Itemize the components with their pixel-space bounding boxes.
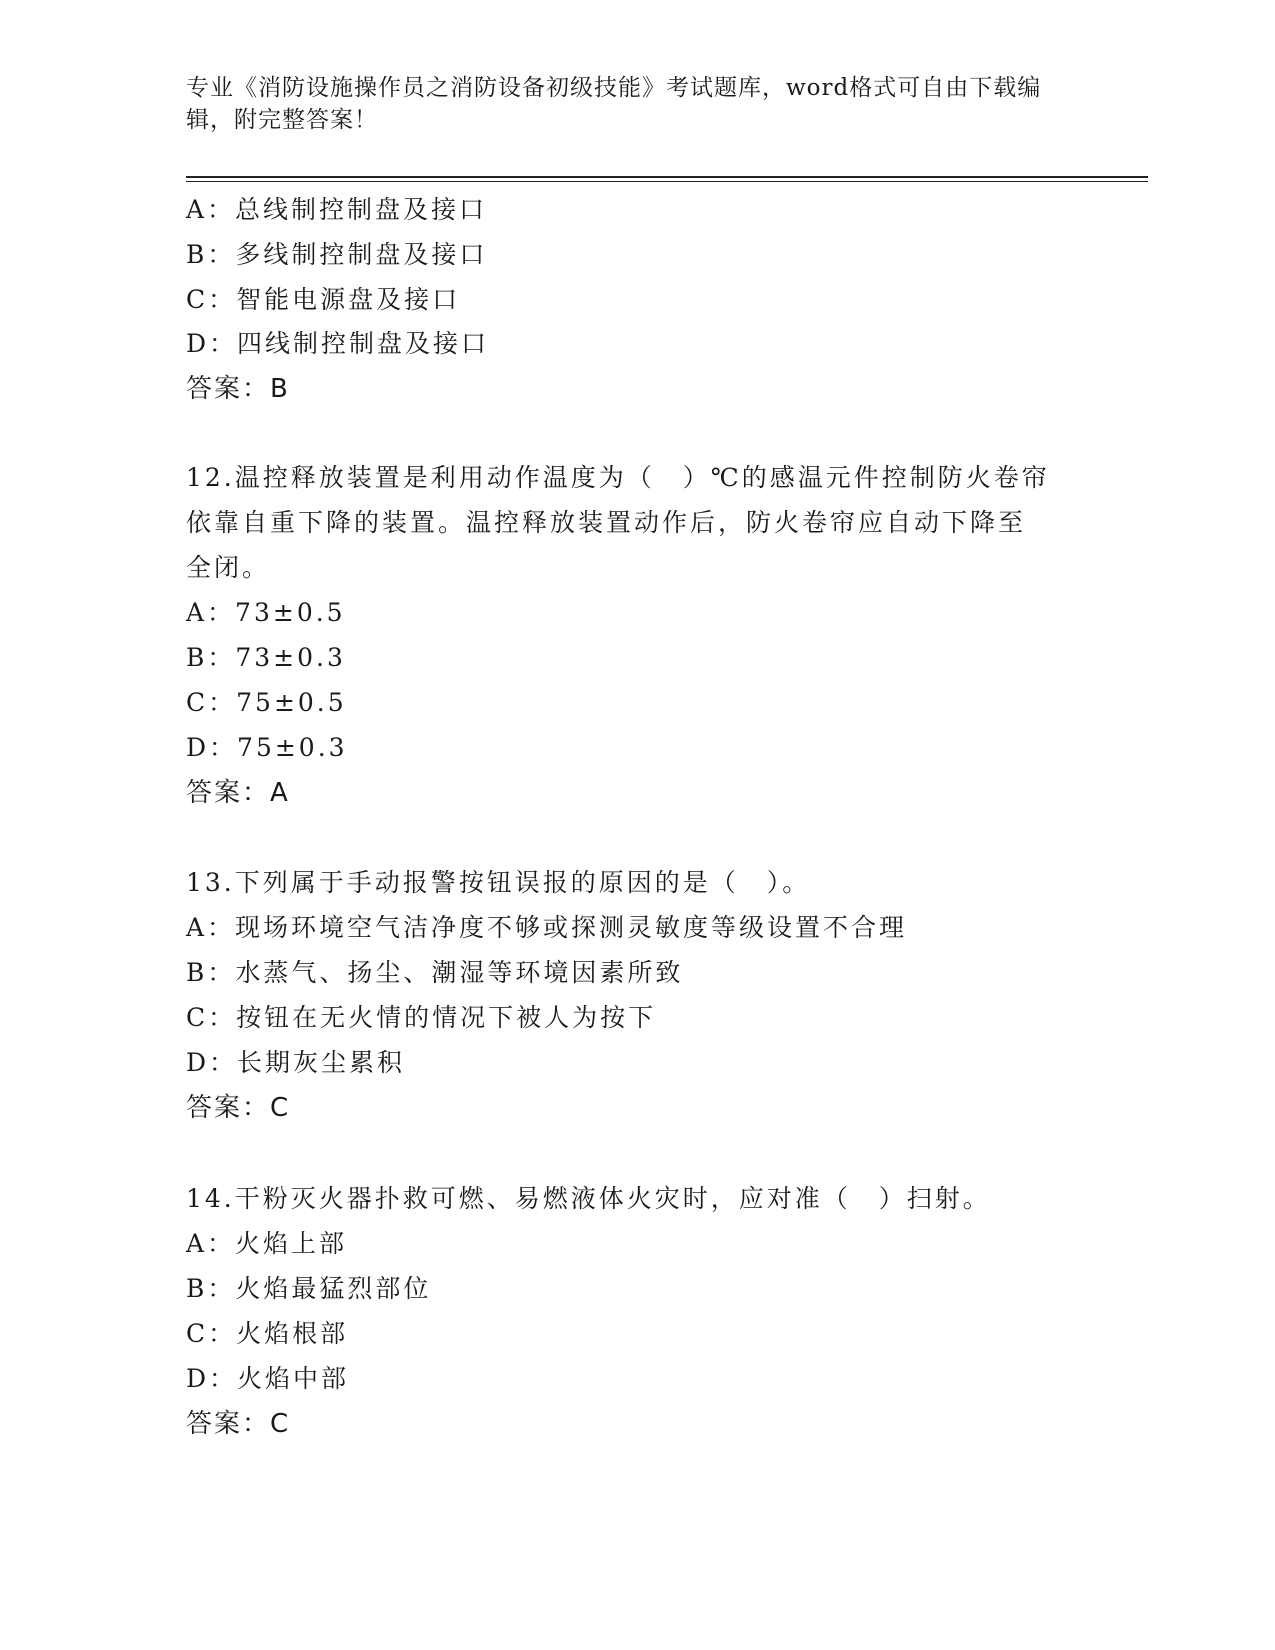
q12-stem-line-2: 依靠自重下降的装置。温控释放装置动作后，防火卷帘应自动下降至 [186, 508, 1027, 537]
q11-answer-value: B [270, 374, 288, 404]
q11-option-a: A：总线制控制盘及接口 [186, 195, 488, 224]
q14-option-a: A：火焰上部 [186, 1229, 348, 1258]
q12-stem-line-3: 全闭。 [186, 553, 271, 582]
q12-answer [186, 776, 288, 810]
q11-option-b: B：多线制控制盘及接口 [186, 240, 488, 269]
q12-option-b: B：73±0.3 [186, 643, 346, 672]
q12-answer-label: 答案： [186, 778, 271, 808]
q11-answer-label: 答案： [186, 374, 271, 404]
q13-answer-value: C [270, 1093, 289, 1123]
q14-answer [186, 1407, 288, 1441]
q14-option-b: B：火焰最猛烈部位 [186, 1274, 432, 1303]
q11-option-d: D：四线制控制盘及接口 [186, 329, 490, 358]
q11-answer [186, 372, 288, 406]
q14-answer-value: C [270, 1409, 289, 1439]
q14-option-c: C：火焰根部 [186, 1319, 349, 1348]
q14-answer-label: 答案： [186, 1409, 271, 1439]
q13-stem-line-1: 13.下列属于手动报警按钮误报的原因的是（ ）。 [186, 868, 811, 897]
q14-option-d: D：火焰中部 [186, 1364, 350, 1393]
q13-option-c: C：按钮在无火情的情况下被人为按下 [186, 1003, 657, 1032]
q12-answer-value: A [270, 778, 288, 808]
q12-option-a: A：73±0.5 [186, 598, 346, 627]
q12-option-c: C：75±0.5 [186, 688, 347, 717]
q12-stem-line-1: 12.温控释放装置是利用动作温度为（ ）℃的感温元件控制防火卷帘 [186, 463, 1050, 492]
header-divider-thick [186, 176, 1148, 178]
q13-option-d: D：长期灰尘累积 [186, 1048, 406, 1077]
q12-option-d: D：75±0.3 [186, 733, 348, 762]
document-header: 专业《消防设施操作员之消防设备初级技能》考试题库，word格式可自由下载编辑，附完整答案！ [186, 75, 1042, 133]
header-divider-thin [186, 181, 1148, 182]
q13-answer [186, 1091, 288, 1125]
q13-answer-label: 答案： [186, 1093, 271, 1123]
q13-option-a: A：现场环境空气洁净度不够或探测灵敏度等级设置不合理 [186, 913, 908, 942]
q13-option-b: B：水蒸气、扬尘、潮湿等环境因素所致 [186, 958, 684, 987]
q14-stem-line-1: 14.干粉灭火器扑救可燃、易燃液体火灾时，应对准（ ）扫射。 [186, 1184, 991, 1213]
q11-option-c: C：智能电源盘及接口 [186, 285, 461, 314]
